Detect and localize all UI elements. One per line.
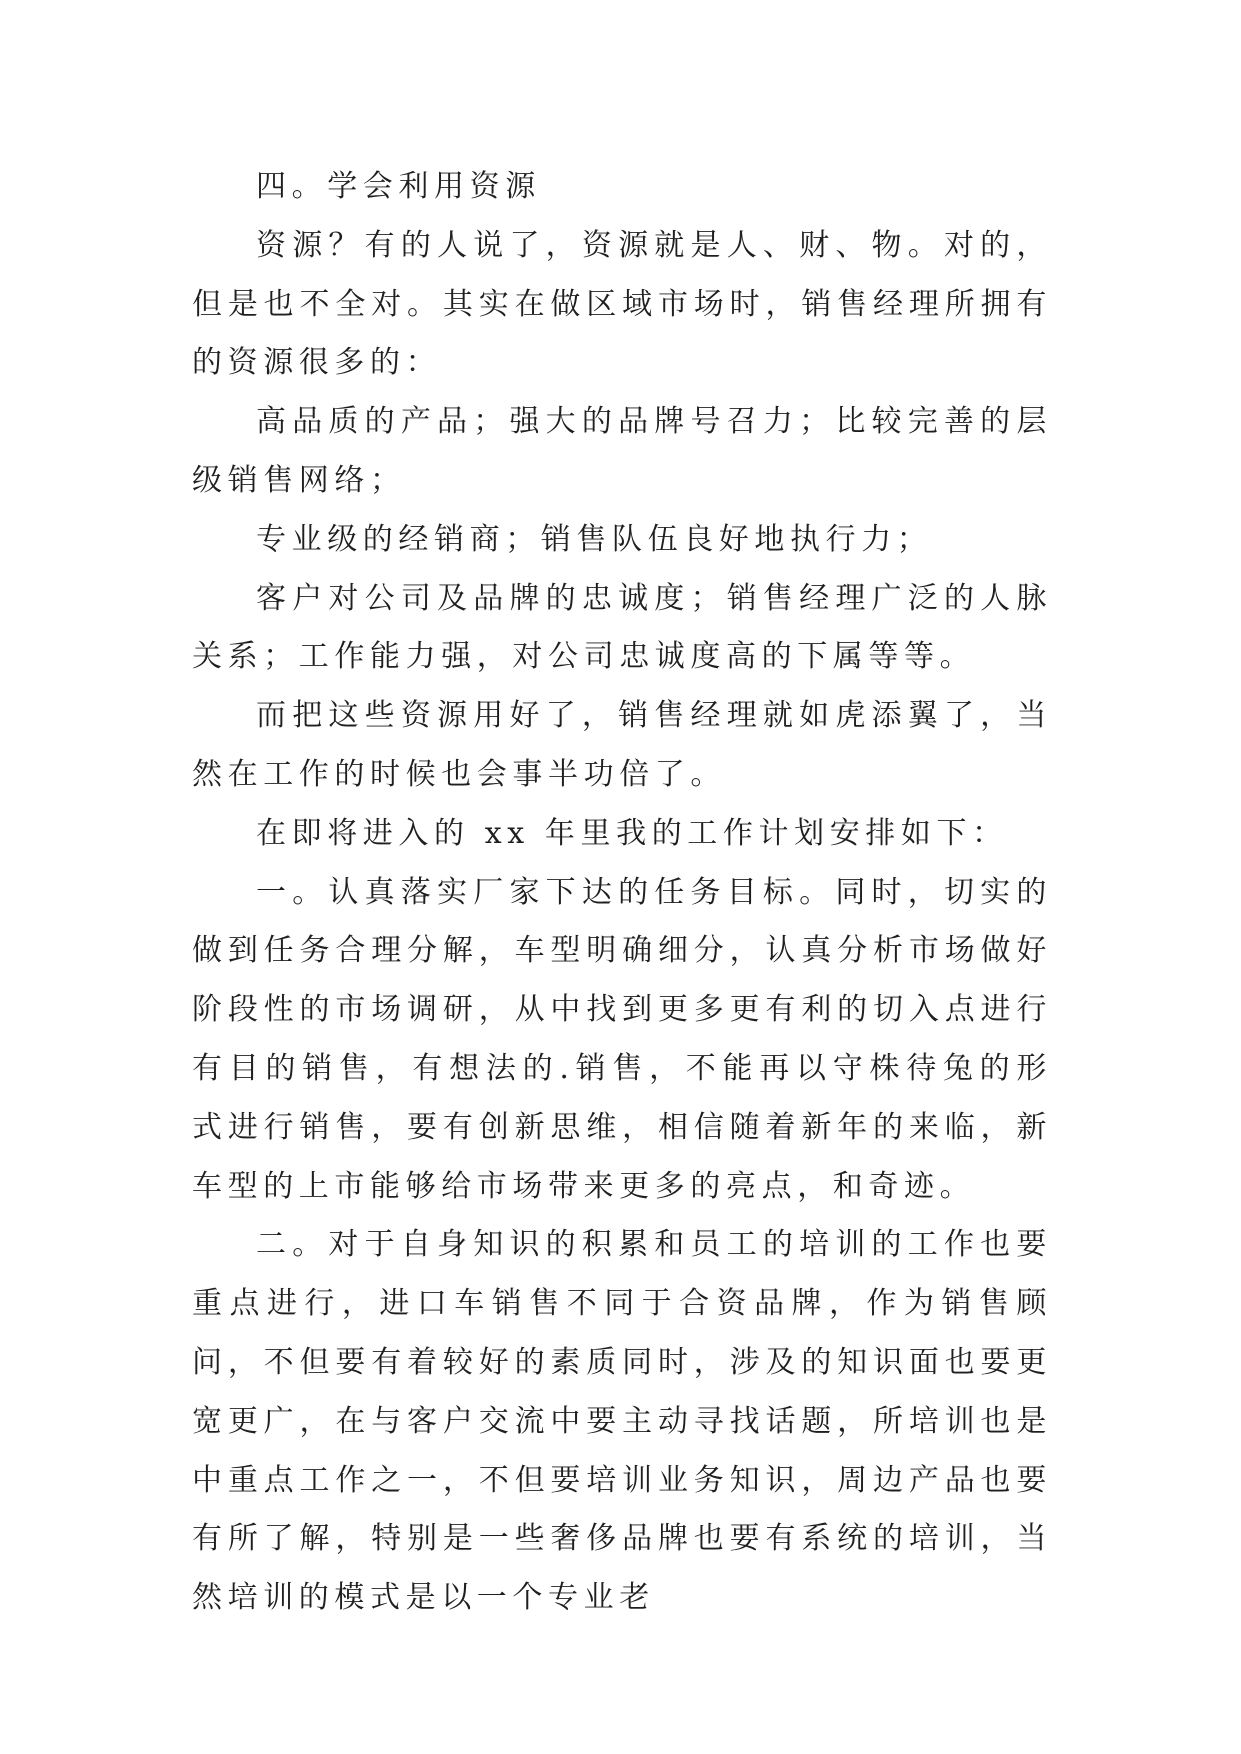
section-heading: 四。学会利用资源 bbox=[256, 169, 541, 204]
paragraph: 一。认真落实厂家下达的任务目标。同时，切实的做到任务合理分解，车型明确细分，认真分析市场做好阶段性的市场调研，从中找到更多更有利的切入点进行有目的销售，有想法的.销售，不能再以守株待兔的形式进行销售，要有创新思维，相信随着新年的来临，新车型的上市能够给市场带来更多的亮点，和奇迹。 bbox=[192, 874, 1052, 1204]
paragraph: 高品质的产品；强大的品牌号召力；比较完善的层级销售网络； bbox=[192, 404, 1052, 498]
paragraph: 而把这些资源用好了，销售经理就如虎添翼了，当然在工作的时候也会事半功倍了。 bbox=[192, 698, 1052, 792]
paragraph: 客户对公司及品牌的忠诚度；销售经理广泛的人脉关系；工作能力强，对公司忠诚度高的下属等等。 bbox=[192, 580, 1052, 675]
paragraph: 二。对于自身知识的积累和员工的培训的工作也要重点进行，进口车销售不同于合资品牌，作为销售顾问，不但要有着较好的素质同时，涉及的知识面也要更宽更广，在与客户交流中要主动寻找话题，所培训也是中重点工作之一，不但要培训业务知识，周边产品也要有所了解，特别是一些奢侈品牌也要有系统的培训，当然培训的模式是以一个专业老 bbox=[192, 1227, 1052, 1616]
paragraph: 在即将进入的 xx 年里我的工作计划安排如下： bbox=[256, 815, 1008, 851]
document-body bbox=[192, 158, 1052, 1628]
paragraph: 资源？有的人说了，资源就是人、财、物。对的，但是也不全对。其实在做区域市场时，销售经理所拥有的资源很多的： bbox=[192, 227, 1052, 381]
paragraph: 专业级的经销商；销售队伍良好地执行力； bbox=[256, 521, 933, 557]
